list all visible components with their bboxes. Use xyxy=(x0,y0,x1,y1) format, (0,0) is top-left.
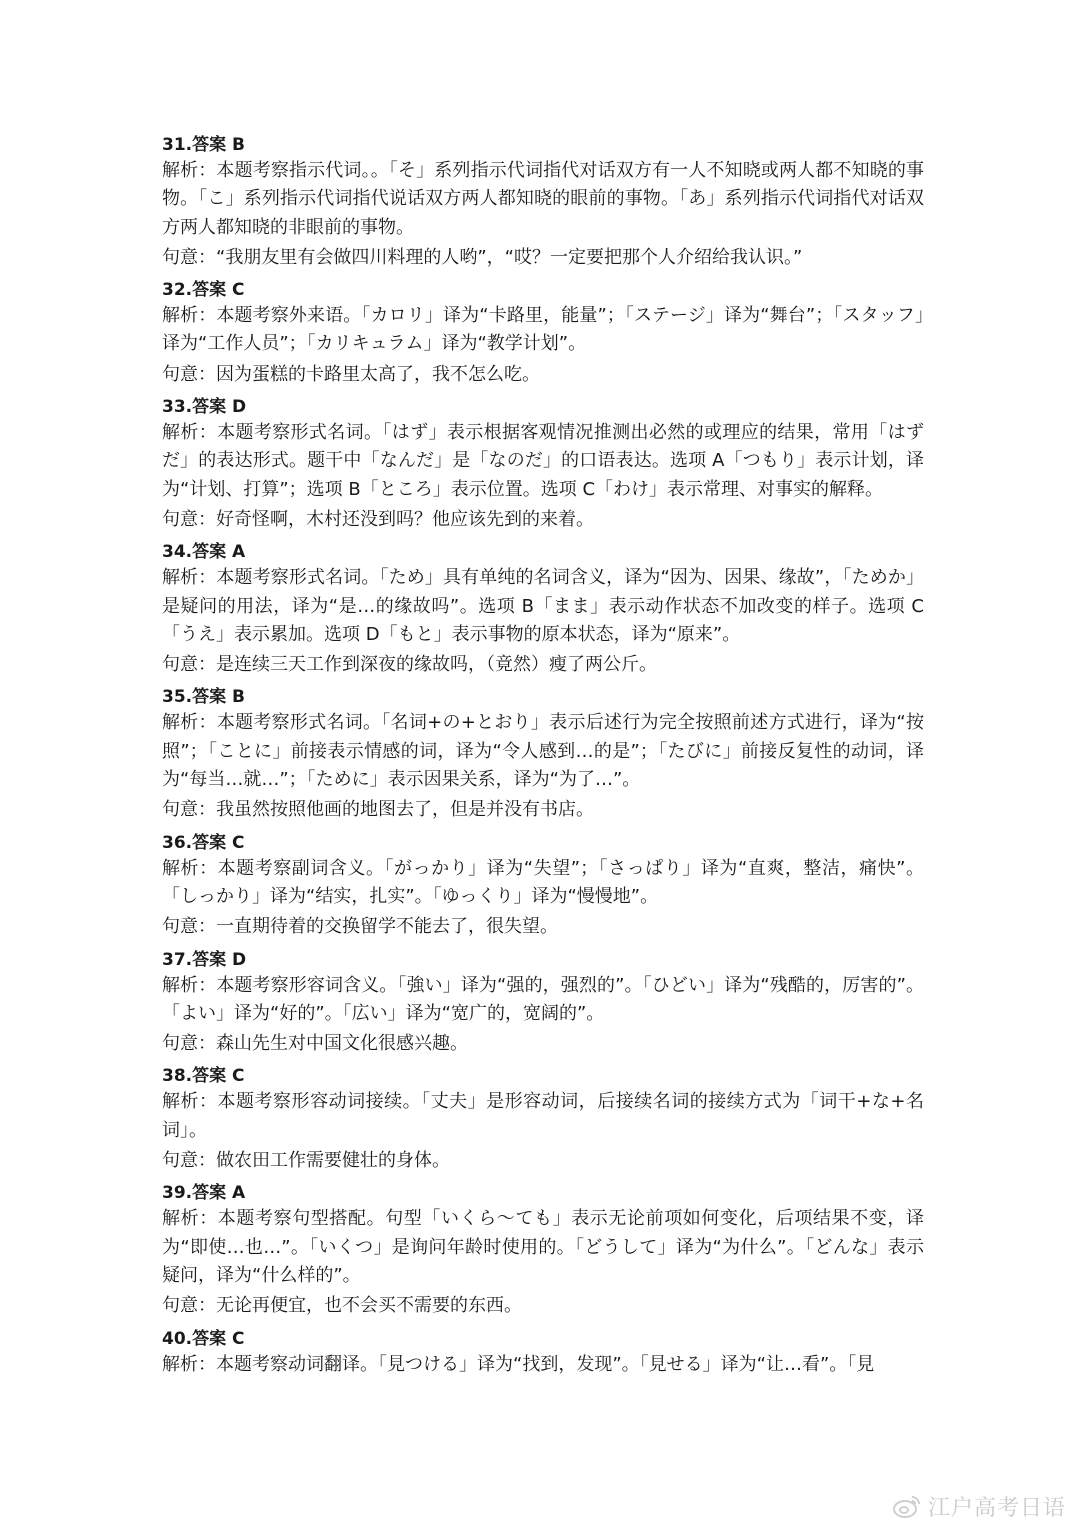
analysis-text: 解析：本题考察形式名词。「ため」具有单纯的名词含义，译为“因为、因果、缘故”，「ためか」是疑问的用法，译为“是…的缘故吗”。选项 B「まま」表示动作状态不加改变的样子。选项 C「うえ」表示累加。选项 D「もと」表示事物的原本状态，译为“原来”。 xyxy=(162,567,924,645)
answer-heading: 40.答案 C xyxy=(162,1328,245,1349)
entry-40 xyxy=(162,1327,924,1379)
weibo-icon xyxy=(892,1493,922,1519)
sentence-meaning: 句意：因为蛋糕的卡路里太高了，我不怎么吃。 xyxy=(162,363,540,385)
sentence-meaning: 句意：一直期待着的交换留学不能去了，很失望。 xyxy=(162,916,558,938)
answer-heading: 35.答案 B xyxy=(162,687,245,708)
answer-heading: 31.答案 B xyxy=(162,135,245,155)
watermark xyxy=(892,1491,1066,1521)
sentence-meaning: 句意：是连续三天工作到深夜的缘故吗，（竟然）瘦了两公斤。 xyxy=(162,654,657,676)
entry-32 xyxy=(162,278,924,389)
analysis-text: 解析：本题考察形容动词接续。「丈夫」是形容动词，后接续名词的接续方式为「词干+な+名词」。 xyxy=(162,1091,924,1141)
entry-33 xyxy=(162,395,924,534)
analysis-text: 解析：本题考察外来语。「カロリ」译为“卡路里，能量”；「ステージ」译为“舞台”；「スタッフ」译为“工作人员”；「カリキュラム」译为“教学计划”。 xyxy=(162,305,924,355)
analysis-text: 解析：本题考察句型搭配。句型「いくら〜ても」表示无论前项如何变化，后项结果不变，译为“即使…也…”。「いくつ」是询问年龄时使用的。「どうして」译为“为什么”。「どんな」表示疑问，译为“什么样的”。 xyxy=(162,1208,924,1286)
analysis-text: 解析：本题考察动词翻译。「見つける」译为“找到，发现”。「見せる」译为“让…看”。「見 xyxy=(162,1353,875,1375)
entry-31 xyxy=(162,133,924,272)
answer-heading: 36.答案 C xyxy=(162,832,245,853)
sentence-meaning: 句意：好奇怪啊，木村还没到吗？他应该先到的来着。 xyxy=(162,508,594,530)
sentence-meaning: 句意：无论再便宜，也不会买不需要的东西。 xyxy=(162,1295,522,1317)
analysis-text: 解析：本题考察副词含义。「がっかり」译为“失望”；「さっぱり」译为“直爽，整洁，痛快”。「しっかり」译为“结实，扎实”。「ゆっくり」译为“慢慢地”。 xyxy=(162,857,924,907)
entry-37 xyxy=(162,948,924,1059)
sentence-meaning: 句意：森山先生对中国文化很感兴趣。 xyxy=(162,1033,468,1055)
entry-35 xyxy=(162,685,924,824)
answer-heading: 39.答案 A xyxy=(162,1183,246,1204)
analysis-text: 解析：本题考察形容词含义。「強い」译为“强的，强烈的”。「ひどい」译为“残酷的，厉害的”。「よい」译为“好的”。「広い」译为“宽广的，宽阔的”。 xyxy=(162,974,924,1024)
entry-38 xyxy=(162,1064,924,1175)
watermark-text: 江户高考日语 xyxy=(927,1495,1066,1521)
answer-heading: 33.答案 D xyxy=(162,397,247,418)
entry-34 xyxy=(162,540,924,679)
entry-36 xyxy=(162,831,924,942)
sentence-meaning: 句意：做农田工作需要健壮的身体。 xyxy=(162,1150,450,1172)
analysis-text: 解析：本题考察指示代词。。「そ」系列指示代词指代对话双方有一人不知晓或两人都不知晓的事物。「こ」系列指示代词指代说话双方两人都知晓的眼前的事物。「あ」系列指示代词指代对话双方两人都知晓的非眼前的事物。 xyxy=(162,160,924,238)
sentence-meaning: 句意：我虽然按照他画的地图去了，但是并没有书店。 xyxy=(162,799,594,821)
answer-heading: 34.答案 A xyxy=(162,542,246,563)
answer-heading: 37.答案 D xyxy=(162,949,247,970)
analysis-text: 解析：本题考察形式名词。「名词+の+とおり」表示后述行为完全按照前述方式进行，译为“按照”；「ことに」前接表示情感的词，译为“令人感到…的是”；「たびに」前接反复性的动词，译为“每当…就…”；「ために」表示因果关系，译为“为了…”。 xyxy=(162,712,924,791)
answer-document xyxy=(162,133,924,1379)
answer-heading: 38.答案 C xyxy=(162,1066,245,1087)
answer-heading: 32.答案 C xyxy=(162,280,245,301)
sentence-meaning: 句意：“我朋友里有会做四川料理的人哟”，“哎？一定要把那个人介绍给我认识。” xyxy=(162,246,803,268)
entry-39 xyxy=(162,1181,924,1320)
analysis-text: 解析：本题考察形式名词。「はず」表示根据客观情况推测出必然的或理应的结果，常用「はずだ」的表达形式。题干中「なんだ」是「なのだ」的口语表达。选项 A「つもり」表示计划，译为“计划、打算”；选项 B「ところ」表示位置。选项 C「わけ」表示常理、对事实的解释。 xyxy=(162,422,924,500)
